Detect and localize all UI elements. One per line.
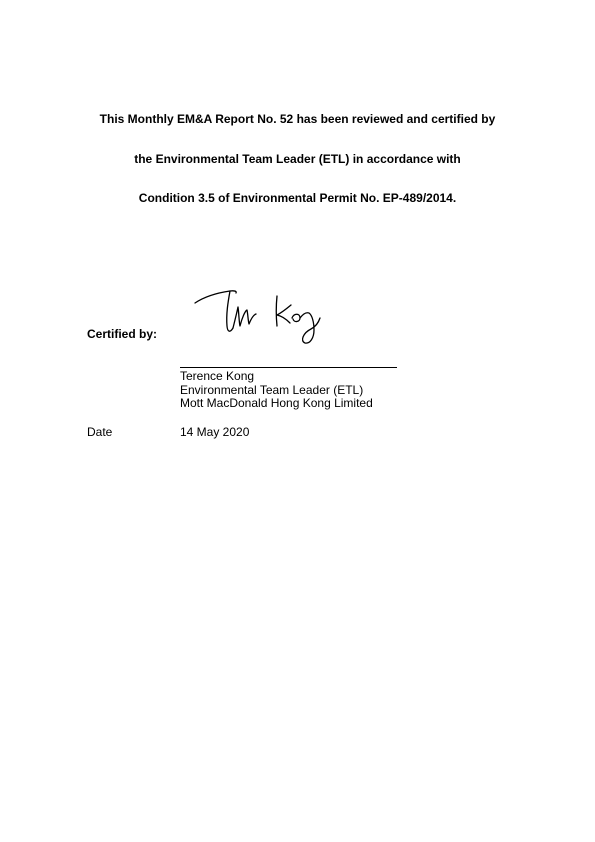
date-label: Date	[87, 425, 113, 439]
signer-company: Mott MacDonald Hong Kong Limited	[180, 396, 373, 410]
signer-name: Terence Kong	[180, 369, 255, 383]
certification-statement-line-1: This Monthly EM&A Report No. 52 has been reviewed and certified by	[99, 112, 496, 126]
certification-statement-line-2: the Environmental Team Leader (ETL) in accordance with	[134, 152, 461, 166]
certified-by-label: Certified by:	[87, 327, 158, 341]
handwritten-signature	[190, 282, 335, 348]
signer-title: Environmental Team Leader (ETL)	[180, 382, 364, 397]
date-value: 14 May 2020	[180, 425, 250, 439]
certification-statement-line-3: Condition 3.5 of Environmental Permit No. EP-489/2014.	[138, 191, 457, 205]
signer-details	[180, 370, 373, 411]
signature-underline	[180, 367, 397, 368]
